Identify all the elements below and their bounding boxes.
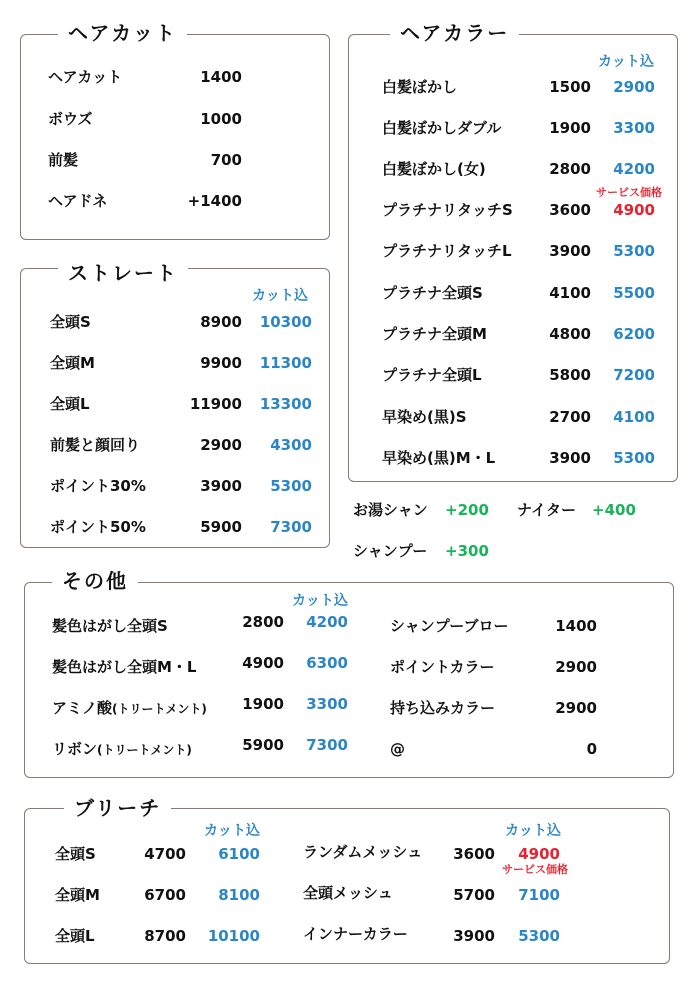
menu-item-price: 8700 (144, 927, 186, 945)
menu-item-name: ボウズ (48, 110, 93, 128)
service-price-label: サービス価格 (596, 186, 662, 199)
menu-item-name: 早染め(黒)M・L (382, 449, 496, 467)
haircut-title: ヘアカット (58, 21, 187, 45)
menu-item-price: 3900 (200, 477, 242, 495)
menu-item-name: 白髪ぼかし (382, 78, 458, 96)
haircolor-title: ヘアカラー (390, 21, 519, 45)
menu-item-name: 全頭L (50, 395, 90, 413)
menu-item-price: 2900 (555, 699, 597, 717)
menu-item-price-with-cut: 7300 (306, 736, 348, 754)
menu-item-price-with-cut: 3300 (613, 119, 655, 137)
menu-item-service-price: 4900 (518, 845, 560, 863)
menu-item-price-with-cut: 4100 (613, 408, 655, 426)
menu-item-name-wrap (52, 699, 207, 718)
menu-item-price-with-cut: 5500 (613, 284, 655, 302)
with-cut-header: カット込 (252, 288, 308, 304)
menu-item-name: 全頭S (50, 313, 91, 331)
menu-item-price-with-cut: 5300 (270, 477, 312, 495)
menu-item-price: 3900 (549, 242, 591, 260)
menu-item-price: 1900 (242, 695, 284, 713)
menu-item-name: 持ち込みカラー (390, 699, 496, 717)
menu-item-price: 3600 (453, 845, 495, 863)
menu-item-name: 全頭M (50, 354, 95, 372)
with-cut-header: カット込 (505, 823, 561, 839)
menu-item-name: 髪色はがし全頭M・L (52, 658, 197, 676)
option-ouyu-label: お湯シャン (353, 501, 428, 519)
menu-item-name: プラチナ全頭L (382, 366, 482, 384)
menu-item-price-with-cut: 3300 (306, 695, 348, 713)
menu-item-price-with-cut: 5300 (613, 449, 655, 467)
menu-item-name: 前髪 (48, 151, 79, 169)
menu-item-price: 5900 (200, 518, 242, 536)
straight-title: ストレート (58, 261, 188, 285)
service-price-label: サービス価格 (502, 863, 568, 876)
menu-item-price: 4800 (549, 325, 591, 343)
menu-item-price: 6700 (144, 886, 186, 904)
menu-item-price: 2900 (555, 658, 597, 676)
menu-item-name: アミノ酸 (52, 699, 113, 717)
menu-item-price: 5900 (242, 736, 284, 754)
menu-item-name: ヘアドネ (48, 192, 108, 210)
menu-item-name: @ (390, 740, 405, 758)
bleach-title: ブリーチ (64, 796, 171, 820)
menu-item-price: 1400 (200, 68, 242, 86)
menu-item-name: プラチナリタッチL (382, 242, 512, 260)
menu-item-name: リボン (52, 740, 98, 758)
menu-item-name: ヘアカット (48, 68, 123, 86)
menu-item-price-with-cut: 6100 (218, 845, 260, 863)
menu-item-name: ポイントカラー (390, 658, 495, 676)
with-cut-header: カット込 (204, 823, 260, 839)
menu-item-name: ポイント30% (50, 477, 146, 495)
menu-item-price: 4700 (144, 845, 186, 863)
menu-item-price: 3900 (549, 449, 591, 467)
menu-item-price-with-cut: 7100 (518, 886, 560, 904)
menu-item-price: 4900 (242, 654, 284, 672)
menu-item-price-with-cut: 4200 (306, 613, 348, 631)
menu-item-price: 2800 (549, 160, 591, 178)
menu-item-price-with-cut: 7200 (613, 366, 655, 384)
menu-item-price: 8900 (200, 313, 242, 331)
menu-item-name: 白髪ぼかしダブル (382, 119, 502, 137)
menu-item-name: ランダムメッシュ (303, 843, 423, 861)
menu-item-name: プラチナ全頭M (382, 325, 487, 343)
menu-item-price-with-cut: 6200 (613, 325, 655, 343)
menu-item-price: 11900 (189, 395, 242, 413)
option-ouyu-price: +200 (445, 501, 489, 519)
menu-item-price: 1500 (549, 78, 591, 96)
menu-item-price: 1000 (200, 110, 242, 128)
menu-item-name: ポイント50% (50, 518, 146, 536)
menu-item-name: 全頭S (55, 845, 96, 863)
menu-item-price: 4100 (549, 284, 591, 302)
option-shampoo-price: +300 (445, 542, 489, 560)
menu-item-price: 1900 (549, 119, 591, 137)
menu-item-price-with-cut: 2900 (613, 78, 655, 96)
menu-item-price: 9900 (200, 354, 242, 372)
with-cut-header: カット込 (292, 593, 348, 609)
menu-item-name-note: (トリートメント) (97, 743, 192, 757)
menu-item-price: 2800 (242, 613, 284, 631)
option-night-price: +400 (592, 501, 636, 519)
menu-item-name: 前髪と顔回り (50, 436, 141, 454)
other-title: その他 (52, 569, 138, 593)
option-night-label: ナイター (517, 501, 576, 519)
menu-item-name-note: (トリートメント) (112, 702, 207, 716)
menu-item-price-with-cut: 6300 (306, 654, 348, 672)
menu-item-price: 700 (210, 151, 242, 169)
menu-item-price-with-cut: 13300 (259, 395, 312, 413)
menu-item-price: 1400 (555, 617, 597, 635)
menu-item-price-with-cut: 10300 (259, 313, 312, 331)
menu-item-price: 3600 (549, 201, 591, 219)
menu-item-price: +1400 (187, 192, 242, 210)
menu-item-price: 5700 (453, 886, 495, 904)
menu-item-price-with-cut: 5300 (613, 242, 655, 260)
with-cut-header: カット込 (598, 54, 654, 70)
menu-item-price-with-cut: 7300 (270, 518, 312, 536)
menu-item-service-price: 4900 (613, 201, 655, 219)
menu-item-price-with-cut: 5300 (518, 927, 560, 945)
menu-item-price: 0 (586, 740, 597, 758)
menu-item-name: プラチナリタッチS (382, 201, 513, 219)
menu-item-price-with-cut: 8100 (218, 886, 260, 904)
menu-item-price-with-cut: 4200 (613, 160, 655, 178)
menu-item-name: 髪色はがし全頭S (52, 617, 168, 635)
menu-item-price-with-cut: 10100 (207, 927, 260, 945)
menu-item-name-wrap (52, 740, 192, 759)
menu-item-price: 3900 (453, 927, 495, 945)
menu-item-name: シャンプーブロー (390, 617, 509, 635)
option-shampoo-label: シャンプー (353, 542, 428, 560)
menu-item-name: 全頭L (55, 927, 95, 945)
menu-item-price-with-cut: 4300 (270, 436, 312, 454)
menu-item-price: 2900 (200, 436, 242, 454)
menu-item-name: プラチナ全頭S (382, 284, 483, 302)
menu-item-price: 5800 (549, 366, 591, 384)
menu-item-name: インナーカラー (303, 925, 408, 943)
menu-item-price: 2700 (549, 408, 591, 426)
menu-item-price-with-cut: 11300 (259, 354, 312, 372)
menu-item-name: 白髪ぼかし(女) (382, 160, 486, 178)
menu-item-name: 全頭M (55, 886, 100, 904)
menu-item-name: 全頭メッシュ (303, 884, 393, 902)
menu-item-name: 早染め(黒)S (382, 408, 467, 426)
